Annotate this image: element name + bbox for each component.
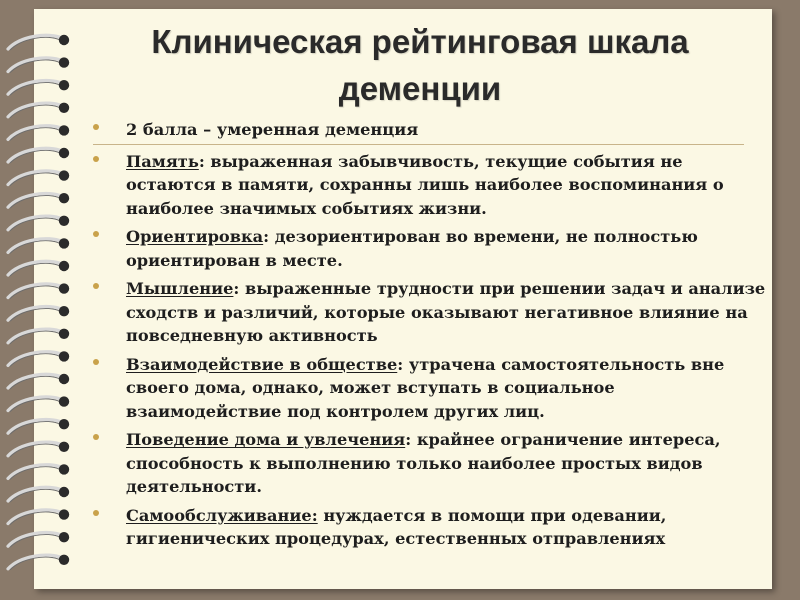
round-bullet-icon xyxy=(93,510,99,516)
item-text: : утрачена самостоятельность вне своего дома, однако, может вступать в социальное взаимодействие под контролем других лиц. xyxy=(126,354,725,421)
item-text: 2 балла – умеренная деменция xyxy=(126,120,419,139)
spiral-ring xyxy=(8,419,69,434)
spiral-ring xyxy=(8,351,69,366)
spiral-ring xyxy=(8,306,69,321)
list-item-thinking xyxy=(93,277,773,348)
item-text: : дезориентирован во времени, не полностью ориентирован в месте. xyxy=(126,227,698,270)
title-line-2: деменции xyxy=(338,70,502,107)
spiral-ring xyxy=(8,532,69,547)
spiral-ring xyxy=(8,170,69,185)
item-term: Память xyxy=(126,151,199,171)
list-item-home-hobbies xyxy=(93,428,773,499)
spiral-ring xyxy=(8,442,69,457)
item-text: : выраженные трудности при решении задач и анализе сходств и различий, которые оказывают негативное влияние на повседневную активность xyxy=(126,279,766,345)
list-item-grade xyxy=(93,118,744,145)
spiral-ring xyxy=(8,261,69,276)
spiral-ring xyxy=(8,238,69,253)
round-bullet-icon xyxy=(93,231,99,237)
item-text: нуждается в помощи при одевании, гигиенических процедурах, естественных отправлениях xyxy=(126,505,667,548)
spiral-ring xyxy=(8,487,69,502)
item-text: : крайнее ограничение интереса, способность к выполнению только наиболее простых видов деятельности. xyxy=(126,430,721,496)
list-item-social xyxy=(93,353,773,424)
bullet-list xyxy=(93,118,773,556)
item-text: : выраженная забывчивость, текущие события не остаются в памяти, сохранны лишь наиболее воспоминания о наиболее значимых событиях жизни. xyxy=(126,151,724,218)
round-bullet-icon xyxy=(93,283,99,289)
item-term: Мышление xyxy=(126,279,234,298)
title-line-1: Клиническая рейтинговая шкала xyxy=(151,23,689,60)
item-term: Взаимодействие в обществе xyxy=(126,354,398,374)
spiral-ring xyxy=(8,396,69,411)
spiral-ring xyxy=(8,125,69,140)
spiral-ring xyxy=(8,216,69,231)
spiral-ring xyxy=(8,148,69,163)
item-term: Самообслуживание: xyxy=(126,505,318,525)
round-bullet-icon xyxy=(93,434,99,440)
spiral-ring xyxy=(8,464,69,479)
spiral-ring xyxy=(8,193,69,208)
item-term: Ориентировка xyxy=(126,227,264,246)
round-bullet-icon xyxy=(93,359,99,365)
spiral-ring xyxy=(8,283,69,298)
slide-title xyxy=(60,18,780,112)
round-bullet-icon xyxy=(93,156,99,162)
spiral-ring xyxy=(8,329,69,344)
list-item-orientation xyxy=(93,225,773,272)
round-bullet-icon xyxy=(93,124,99,130)
spiral-ring xyxy=(8,555,69,570)
list-item-memory xyxy=(93,150,773,221)
spiral-ring xyxy=(8,509,69,524)
item-term: Поведение дома и увлечения xyxy=(126,430,406,449)
list-item-self-care xyxy=(93,504,773,551)
spiral-ring xyxy=(8,374,69,389)
